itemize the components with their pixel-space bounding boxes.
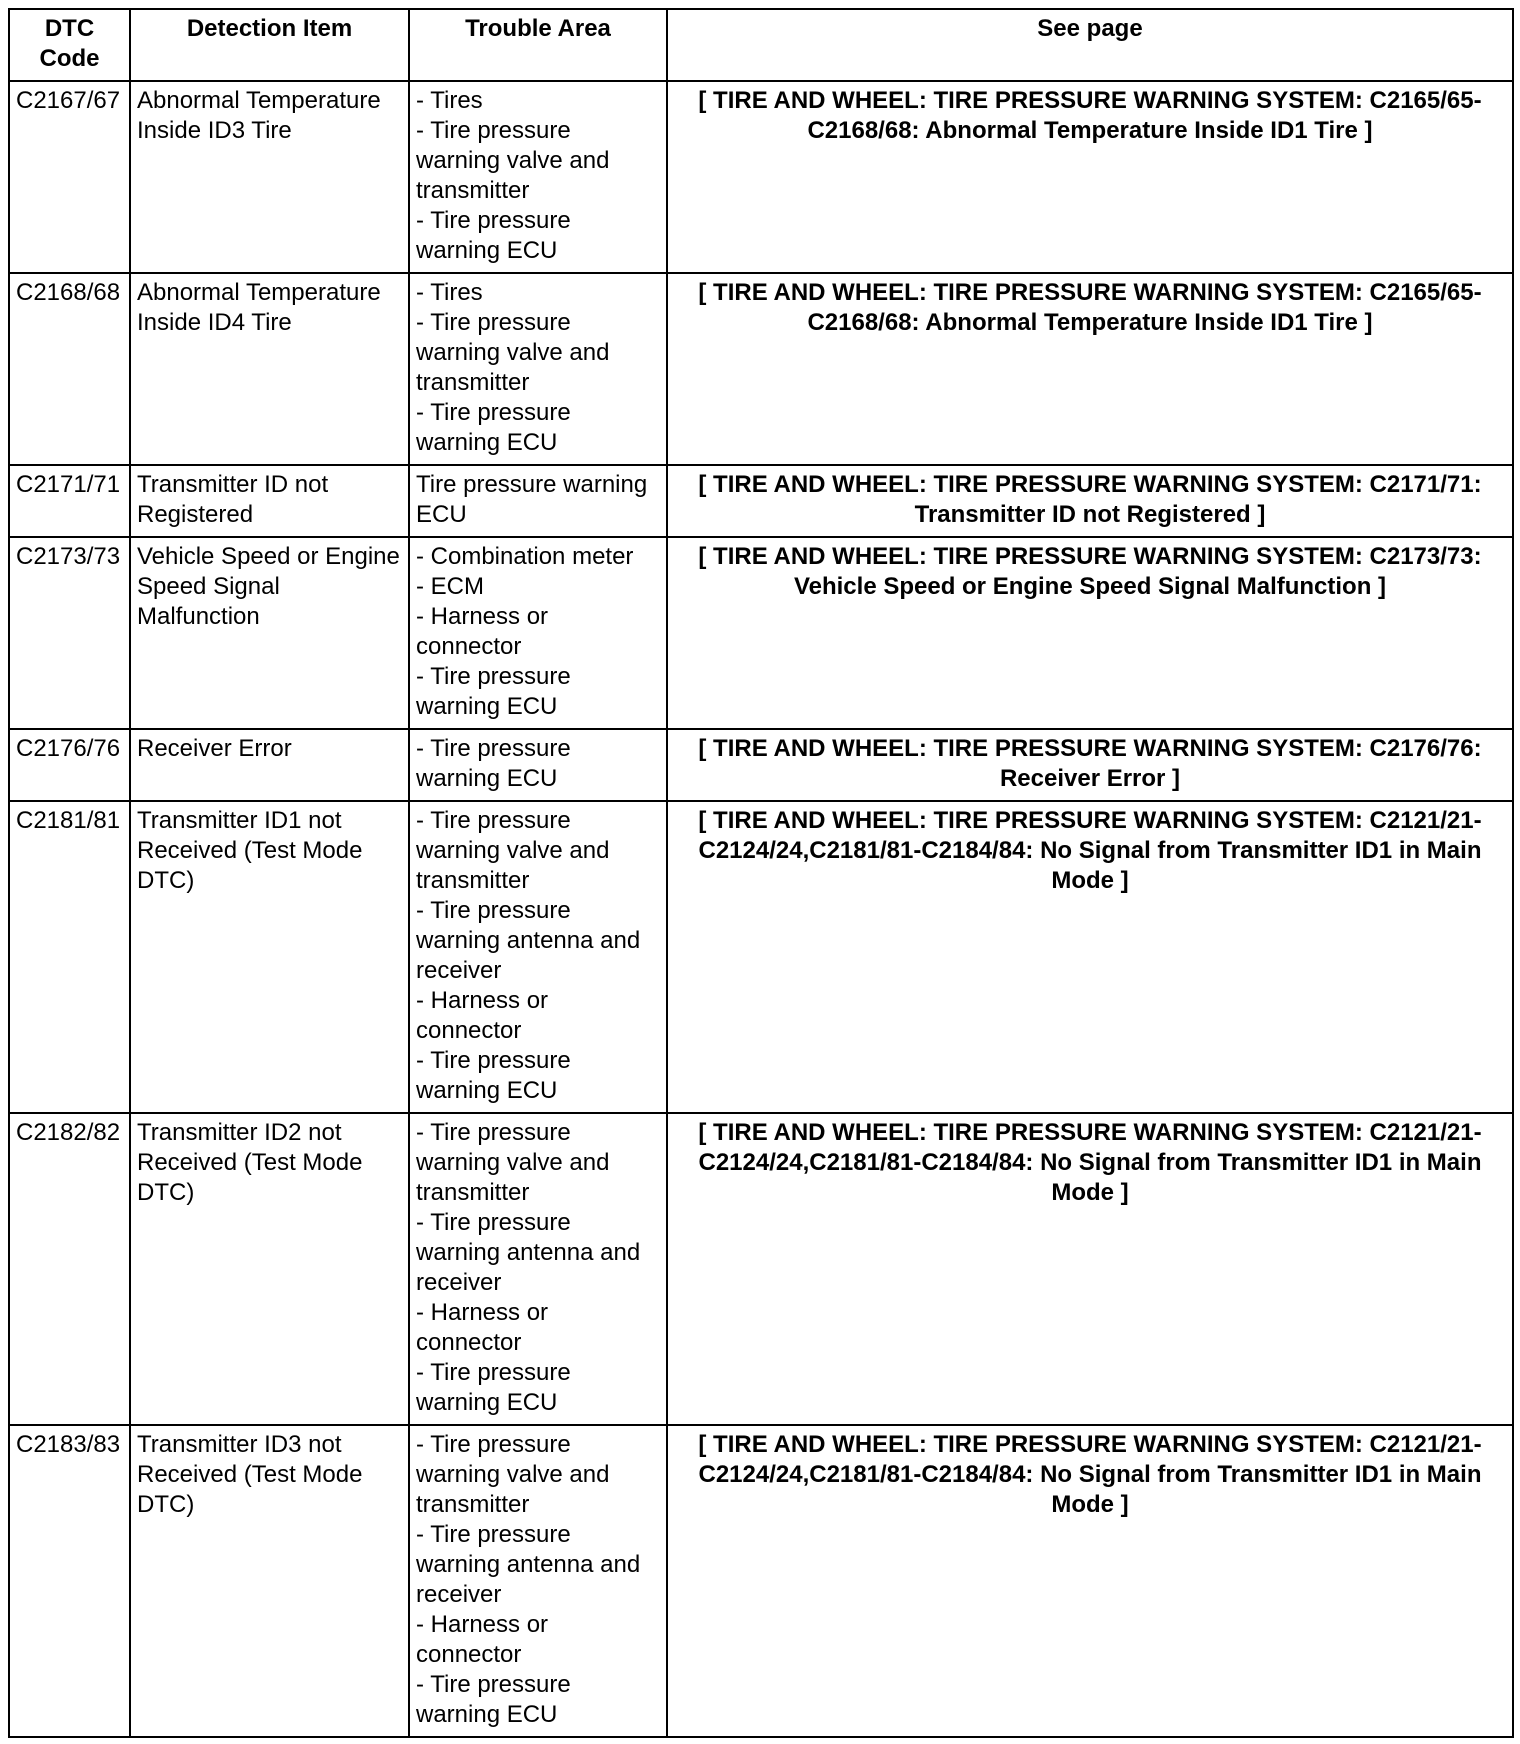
trouble-area-item: - ECM <box>416 573 484 600</box>
trouble-area-item: Tire pressure warning ECU <box>416 471 648 528</box>
dtc-code-cell: C2171/71 <box>9 465 130 537</box>
table-header <box>9 9 1513 81</box>
table-row <box>9 465 1513 537</box>
dtc-code-cell: C2173/73 <box>9 537 130 729</box>
trouble-area-item: - Tire pressure warning ECU <box>416 207 571 264</box>
trouble-area-item: - Tire pressure warning valve and transmitter <box>416 1119 610 1206</box>
see-page-reference: [ TIRE AND WHEEL: TIRE PRESSURE WARNING SYSTEM: C2165/65-C2168/68: Abnormal Temperature Inside ID1 Tire ] <box>667 81 1513 273</box>
trouble-area-item: - Tire pressure warning ECU <box>416 399 571 456</box>
table-row <box>9 81 1513 273</box>
dtc-code-cell: C2183/83 <box>9 1425 130 1737</box>
trouble-area-cell <box>409 81 667 273</box>
trouble-area-cell <box>409 801 667 1113</box>
dtc-code-cell: C2182/82 <box>9 1113 130 1425</box>
trouble-area-item: - Harness or connector <box>416 603 549 660</box>
trouble-area-item: - Combination meter <box>416 543 634 570</box>
detection-item-cell: Transmitter ID not Registered <box>130 465 409 537</box>
trouble-area-item: - Tires <box>416 279 483 306</box>
table-row <box>9 537 1513 729</box>
dtc-code-cell: C2176/76 <box>9 729 130 801</box>
trouble-area-item: - Harness or connector <box>416 1611 549 1668</box>
trouble-area-cell <box>409 1425 667 1737</box>
see-page-reference: [ TIRE AND WHEEL: TIRE PRESSURE WARNING SYSTEM: C2121/21-C2124/24,C2181/81-C2184/84: No Signal from Transmitter ID1 in Main Mode ] <box>667 801 1513 1113</box>
trouble-area-cell <box>409 273 667 465</box>
trouble-area-item: - Tire pressure warning valve and transmitter <box>416 117 610 204</box>
trouble-area-item: - Tire pressure warning ECU <box>416 1047 571 1104</box>
see-page-reference: [ TIRE AND WHEEL: TIRE PRESSURE WARNING SYSTEM: C2171/71: Transmitter ID not Registered ] <box>667 465 1513 537</box>
header-see-page: See page <box>667 9 1513 81</box>
table-row <box>9 801 1513 1113</box>
trouble-area-item: - Tire pressure warning valve and transmitter <box>416 309 610 396</box>
see-page-reference: [ TIRE AND WHEEL: TIRE PRESSURE WARNING SYSTEM: C2121/21-C2124/24,C2181/81-C2184/84: No Signal from Transmitter ID1 in Main Mode ] <box>667 1113 1513 1425</box>
see-page-reference: [ TIRE AND WHEEL: TIRE PRESSURE WARNING SYSTEM: C2173/73: Vehicle Speed or Engine Speed Signal Malfunction ] <box>667 537 1513 729</box>
trouble-area-cell <box>409 465 667 537</box>
table-row <box>9 1425 1513 1737</box>
header-trouble-area: Trouble Area <box>409 9 667 81</box>
trouble-area-item: - Tire pressure warning antenna and receiver <box>416 1209 641 1296</box>
see-page-reference: [ TIRE AND WHEEL: TIRE PRESSURE WARNING SYSTEM: C2121/21-C2124/24,C2181/81-C2184/84: No Signal from Transmitter ID1 in Main Mode ] <box>667 1425 1513 1737</box>
header-row <box>9 9 1513 81</box>
trouble-area-item: - Tire pressure warning antenna and receiver <box>416 897 641 984</box>
table-row <box>9 1113 1513 1425</box>
trouble-area-item: - Harness or connector <box>416 1299 549 1356</box>
header-dtc-code: DTC Code <box>9 9 130 81</box>
trouble-area-item: - Tire pressure warning antenna and receiver <box>416 1521 641 1608</box>
dtc-code-cell: C2167/67 <box>9 81 130 273</box>
trouble-area-item: - Tire pressure warning ECU <box>416 1671 571 1728</box>
trouble-area-item: - Tire pressure warning valve and transmitter <box>416 1431 610 1518</box>
trouble-area-cell <box>409 1113 667 1425</box>
see-page-reference: [ TIRE AND WHEEL: TIRE PRESSURE WARNING SYSTEM: C2176/76: Receiver Error ] <box>667 729 1513 801</box>
detection-item-cell: Transmitter ID1 not Received (Test Mode DTC) <box>130 801 409 1113</box>
trouble-area-cell <box>409 537 667 729</box>
trouble-area-item: - Tires <box>416 87 483 114</box>
trouble-area-item: - Tire pressure warning ECU <box>416 663 571 720</box>
trouble-area-item: - Tire pressure warning valve and transmitter <box>416 807 610 894</box>
see-page-reference: [ TIRE AND WHEEL: TIRE PRESSURE WARNING SYSTEM: C2165/65-C2168/68: Abnormal Temperature Inside ID1 Tire ] <box>667 273 1513 465</box>
detection-item-cell: Receiver Error <box>130 729 409 801</box>
dtc-code-cell: C2168/68 <box>9 273 130 465</box>
trouble-area-item: - Harness or connector <box>416 987 549 1044</box>
dtc-code-cell: C2181/81 <box>9 801 130 1113</box>
trouble-area-item: - Tire pressure warning ECU <box>416 735 571 792</box>
table-body <box>9 81 1513 1737</box>
detection-item-cell: Abnormal Temperature Inside ID3 Tire <box>130 81 409 273</box>
detection-item-cell: Vehicle Speed or Engine Speed Signal Malfunction <box>130 537 409 729</box>
header-detection-item: Detection Item <box>130 9 409 81</box>
table-row <box>9 273 1513 465</box>
detection-item-cell: Abnormal Temperature Inside ID4 Tire <box>130 273 409 465</box>
detection-item-cell: Transmitter ID3 not Received (Test Mode DTC) <box>130 1425 409 1737</box>
table-row <box>9 729 1513 801</box>
trouble-area-cell <box>409 729 667 801</box>
dtc-table <box>8 8 1514 1738</box>
detection-item-cell: Transmitter ID2 not Received (Test Mode DTC) <box>130 1113 409 1425</box>
trouble-area-item: - Tire pressure warning ECU <box>416 1359 571 1416</box>
